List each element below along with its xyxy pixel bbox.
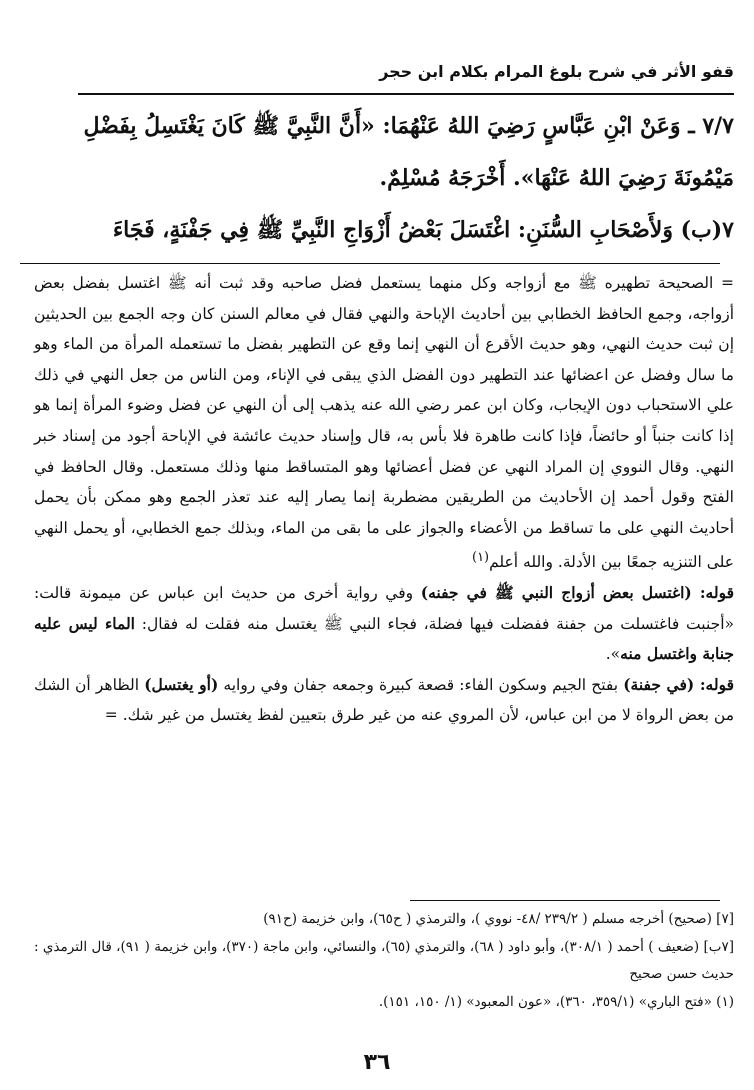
running-head: قفو الأثر في شرح بلوغ المرام بكلام ابن حجر (379, 62, 734, 81)
commentary-text: بفتح الجيم وسكون الفاء: قصعة كبيرة وجمعه جفان وفي روايه (218, 675, 624, 694)
footnote-7: [٧] (صحيح) أخرجه مسلم ( ٢٣٩/٢ /٤٨- نووي )، والترمذي ( ح٦٥)، وابن خزيمة (ح٩١) (263, 911, 734, 927)
page-number: ٣٦ (363, 1050, 391, 1075)
footnote-rule (410, 900, 720, 901)
hadith-7b: ٧(ب) وَلأَصْحَابِ السُّنَنِ: اغْتَسَلَ بَعْضُ أَزْوَاجِ النَّبِيِّ ﷺ فِي جَفْنَةٍ، فَجَاءَ (112, 217, 734, 243)
footnotes (34, 906, 734, 1016)
footnote-ref: (١) (472, 550, 490, 566)
footnote-1: (١) «فتح الباري» (٣٥٩/١، ٣٦٠)، «عون المعبود» (١/ ١٥٠، ١٥١). (378, 993, 734, 1010)
commentary-text: ». (605, 645, 621, 664)
continuation-mark: = (104, 706, 118, 725)
commentary-paragraph-3 (34, 670, 734, 731)
commentary-text: وفي رواية أخرى من حديث ابن عباس عن ميمونة قالت: «أجنبت فاغتسلت من جفنة ففضلت فيها فضلة، فجاء النبي ﷺ يغتسل منه فقلت له فقال: (34, 584, 734, 633)
quote-bold: (أو يغتسل) (144, 674, 219, 694)
separator-rule (20, 263, 720, 264)
qawl-label: قوله: (في جفنة) (623, 674, 734, 694)
commentary-paragraph-2 (34, 578, 734, 670)
footnote-7b: [٧ب] (ضعيف ) أحمد ( ٣٠٨/١)، وأبو داود ( ٦٨)، والترمذي (٦٥)، والنسائي، وابن ماجة (٣٧٠)، وابن خزيمة ( ٩١)، قال الترمذي : حديث حسن صحيح (34, 938, 734, 982)
hadith-block (34, 100, 734, 256)
qawl-label: قوله: (اغتسل بعض أزواج النبي ﷺ في جفنه) (420, 583, 734, 603)
header-rule (78, 93, 734, 95)
commentary-paragraph-1 (34, 268, 734, 578)
commentary-text: = الصحيحة تطهيره ﷺ مع أزواجه وكل منهما يستعمل فضل صاحبه وقد ثبت أنه ﷺ اغتسل بفضل بعض أزواجه، وجمع الحافظ الخطابي بين أحاديث الإباحة والنهي فقال في معالم السنن كان وجه الجمع بين الحديثين إن ثبت حديث النهي، وهو حديث الأقرع أن النهي إنما وقع عن التطهير بفضل ما تستعمله المرأة من الماء وهو ما سال وفضل عن اعضائها عند التطهير دون الفضل الذي يبقى في الإناء، ومن الناس من جعل النهي في ذلك علي الاستحباب دون الإيجاب، وكان ابن عمر رضي الله عنه يذهب إلى أن النهي عن فضل وضوء المرأة إنما هو إذا كانت جنباً أو حائضاً، فإذا كانت طاهرة فلا بأس به، قال وإسناد حديث عائشة في الإباحة أجود من إسناد خبر النهي. وقال النووي إن المراد النهي عن فضل أعضائها وهو المتساقط منها وذلك مستعمل. وقال الحافظ في الفتح وقول أحمد إن الأحاديث من الطريقين مضطربة إنما يصار إليه عند تعذر الجمع وهو ممكن بأن يحمل أحاديث النهي على ما تساقط من الأعضاء والجواز على ما بقى من الماء، وبذلك جمع الخطابي، أو يحمل النهي على التنزيه جمعًا بين الأدلة. والله أعلم (34, 274, 734, 572)
commentary-text: الظاهر أن الشك من بعض الرواة لا من ابن عباس، لأن المروي عنه من غير طرق بتعيين لفظ يغتسل من غير شك. (34, 675, 734, 725)
commentary (34, 268, 734, 731)
hadith-7: ٧/٧ ـ وَعَنْ ابْنِ عَبَّاسٍ رَضِيَ اللهُ عَنْهُمَا: «أَنَّ النَّبِيَّ ﷺ كَانَ يَغْتَسِلُ بِفَضْلِ مَيْمُونَةَ رَضِيَ اللهُ عَنْهَا». أَخْرَجَهُ مُسْلِمٌ. (83, 113, 734, 191)
quote-bold: الماء ليس عليه جنابة واغتسل منه (34, 613, 734, 664)
